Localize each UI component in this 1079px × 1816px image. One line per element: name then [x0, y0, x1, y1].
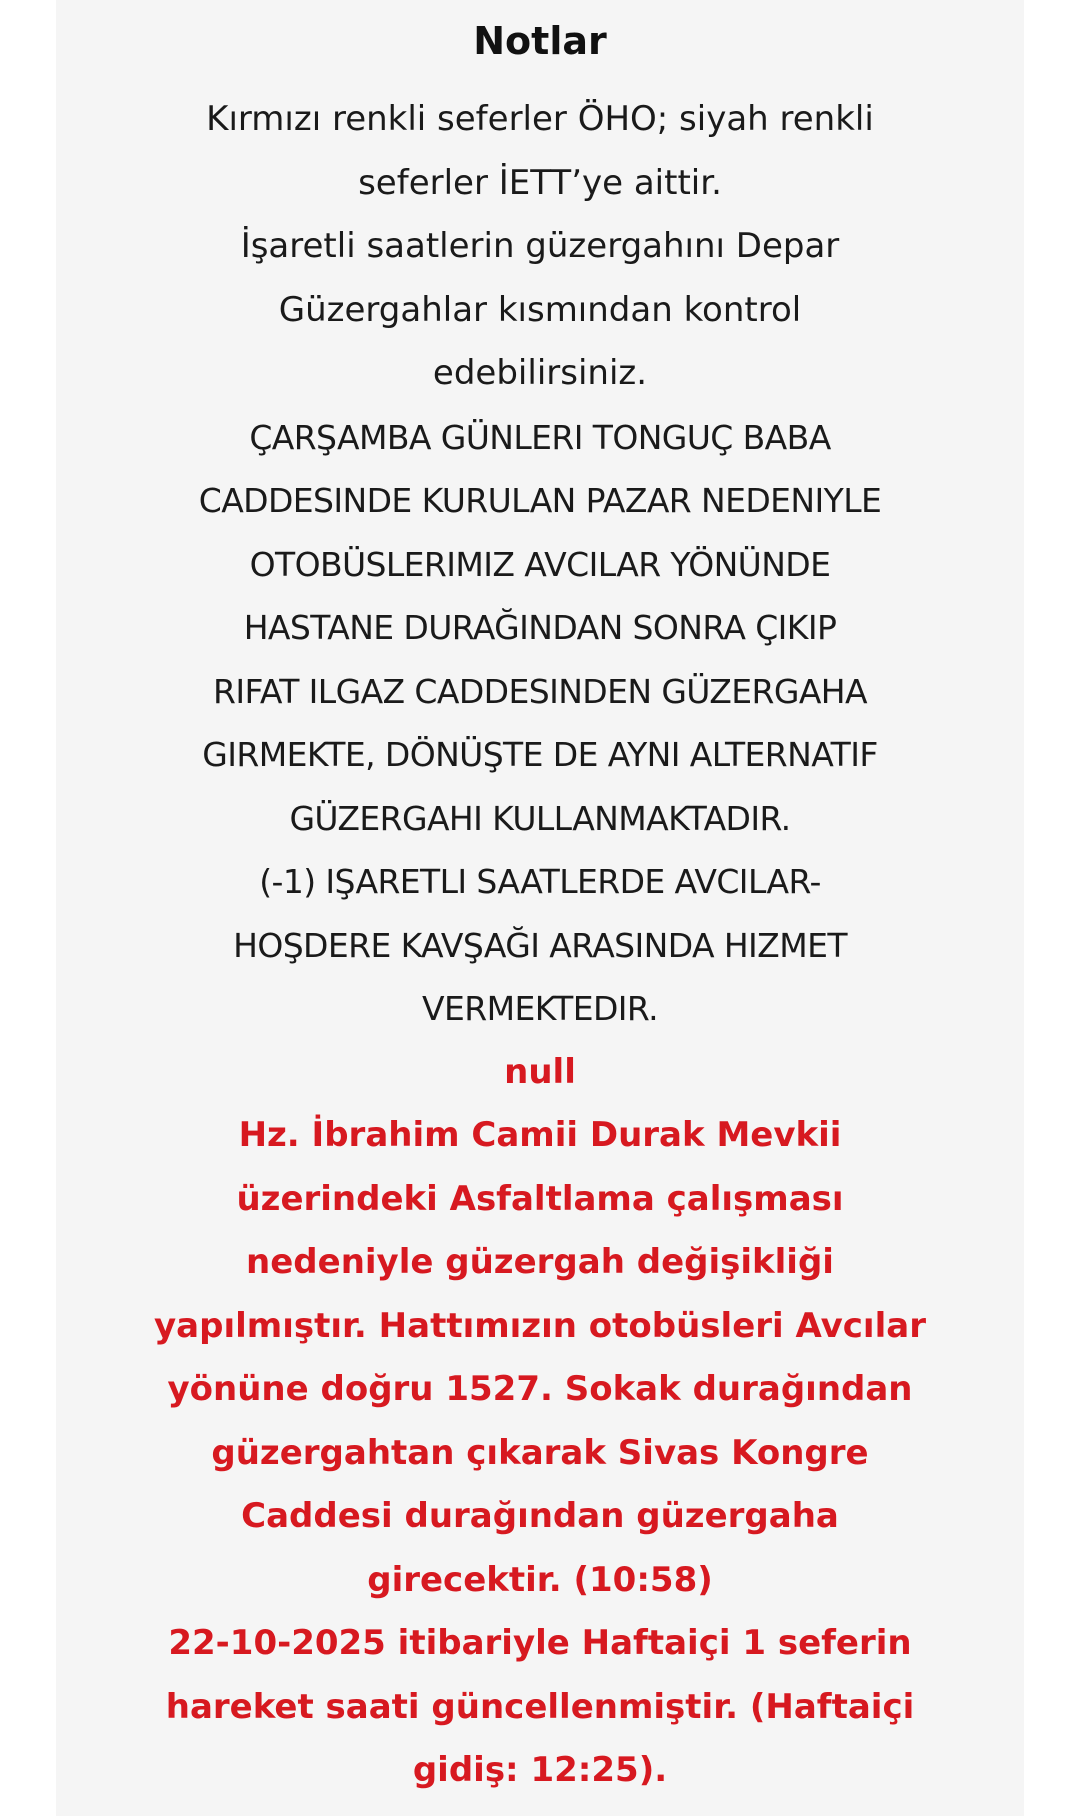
announcement-line: girecektir. (10:58) [367, 1559, 713, 1600]
notes-panel [56, 0, 1024, 1816]
announcement-line: null [504, 1051, 576, 1092]
note-line: ÇARŞAMBA GÜNLERI TONGUÇ BABA [249, 417, 831, 457]
note-line: Kırmızı renkli seferler ÖHO; siyah renkli [206, 99, 874, 139]
note-line: CADDESINDE KURULAN PAZAR NEDENIYLE [198, 481, 882, 520]
note-line: (-1) IŞARETLI SAATLERDE AVCILAR- [259, 862, 821, 901]
announcement-line: 22-10-2025 itibariyle Haftaiçi 1 seferin [168, 1623, 912, 1663]
announcement-line: hareket saati güncellenmiştir. (Haftaiçi [165, 1686, 915, 1727]
announcement-line: Hz. İbrahim Camii Durak Mevkii [238, 1115, 842, 1155]
notes-body [146, 88, 934, 1803]
announcement-line: gidiş: 12:25). [412, 1750, 668, 1790]
note-line: VERMEKTEDIR. [422, 989, 658, 1028]
note-line: OTOBÜSLERIMIZ AVCILAR YÖNÜNDE [249, 544, 831, 584]
note-line: seferler İETT’ye aittir. [358, 162, 722, 203]
announcement-line: Caddesi durağından güzergaha [241, 1496, 839, 1536]
note-line: GIRMEKTE, DÖNÜŞTE DE AYNI ALTERNATIF [202, 735, 878, 774]
announcement-line: üzerindeki Asfaltlama çalışması [236, 1178, 844, 1219]
announcement-line: yapılmıştır. Hattımızın otobüsleri Avcılar [154, 1305, 926, 1346]
note-line: İşaretli saatlerin güzergahını Depar [240, 226, 840, 266]
note-line: RIFAT ILGAZ CADDESINDEN GÜZERGAHA [213, 671, 867, 711]
notes-title: Notlar [473, 19, 607, 63]
note-line: HASTANE DURAĞINDAN SONRA ÇIKIP [243, 608, 837, 647]
announcement-line: yönüne doğru 1527. Sokak durağından [167, 1369, 913, 1409]
note-line: GÜZERGAHI KULLANMAKTADIR. [289, 798, 791, 838]
note-line: edebilirsiniz. [432, 353, 648, 393]
announcement-line: nedeniyle güzergah değişikliği [246, 1242, 834, 1282]
announcement-line: güzergahtan çıkarak Sivas Kongre [211, 1432, 869, 1473]
note-line: HOŞDERE KAVŞAĞI ARASINDA HIZMET [233, 925, 847, 965]
note-line: Güzergahlar kısmından kontrol [278, 289, 802, 330]
